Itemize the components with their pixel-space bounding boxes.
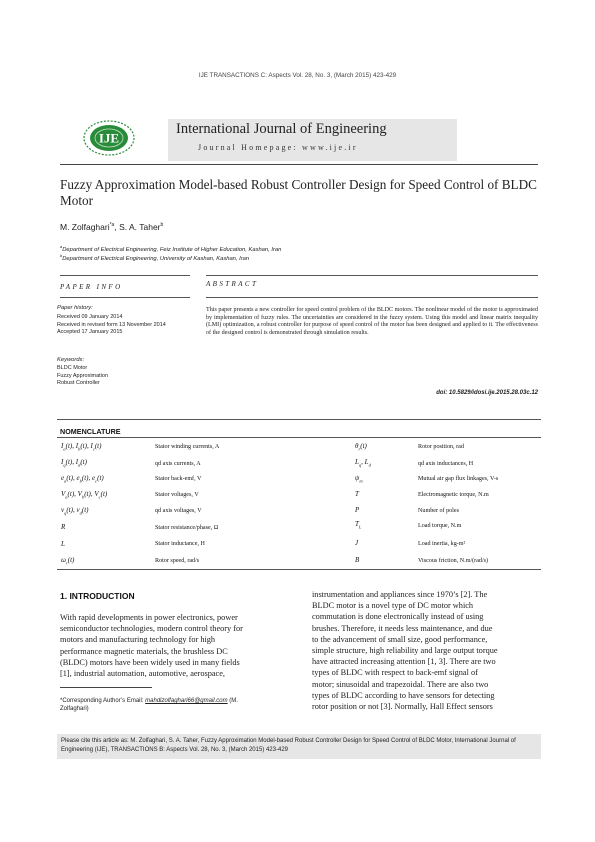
affiliation-text: Department of Electrical Engineering, Feiz Institute of Higher Education, Kashan, Iran	[62, 246, 282, 253]
text-line: instrumentation and appliances since 1970’s [2]. The	[312, 590, 488, 599]
nomenclature-symbol: $V_a(t)$, $V_b(t)$, $V_c(t)$	[61, 490, 108, 500]
nomenclature-symbol: B	[355, 556, 360, 564]
footnote-line-2: Zolfaghari)	[60, 705, 89, 712]
nomenclature-symbol: $T_L$	[355, 520, 362, 530]
keyword-list	[57, 365, 197, 388]
nomenclature-desc: Mutual air gap flux linkages, V-s	[418, 476, 499, 482]
text-line: performance magnetic materials, the brushless DC	[60, 646, 228, 656]
nomenclature-desc: Stator winding currents, A	[155, 444, 220, 450]
nomenclature-desc: qd axis currents, A	[155, 461, 201, 467]
paper-history	[57, 314, 197, 337]
abstract-rule-bottom	[206, 297, 538, 298]
keyword-item: BLDC Motor	[57, 365, 88, 371]
journal-masthead	[168, 119, 457, 161]
introduction-heading: 1. INTRODUCTION	[60, 591, 135, 601]
keywords-label: Keywords:	[57, 357, 85, 363]
paper-title: Fuzzy Approximation Model-based Robust Controller Design for Speed Control of BLDC Motor	[60, 177, 537, 208]
nomenclature-heading: NOMENCLATURE	[60, 427, 121, 436]
paper-info-rule-bottom	[60, 297, 190, 298]
nomenclature-desc: qd axis inductances, H	[418, 461, 474, 467]
nomenclature-symbol: $\theta_r(t)$	[355, 442, 367, 452]
nomenclature-desc: Viscous friction, N.m/(rad/s)	[418, 558, 489, 564]
text-line: rotor position or not [3]. Normally, Hall Effect sensors	[312, 702, 493, 712]
text-line: With rapid developments in power electronics, power	[60, 613, 238, 622]
corresponding-author-footnote	[60, 698, 310, 714]
nomenclature-symbol: $e_a(t)$, $e_b(t)$, $e_c(t)$	[61, 474, 104, 484]
nomenclature-symbol: J	[355, 539, 359, 547]
journal-name: International Journal of Engineering	[176, 121, 387, 137]
nomenclature-desc: Electromagnetic torque, N.m	[418, 492, 489, 498]
text-line: have attracted increasing attention [1, 3]. There are two	[312, 657, 496, 667]
intro-column-2	[312, 589, 540, 712]
paper-info-heading: PAPER INFO	[60, 283, 123, 291]
abstract-text: This paper presents a new controller for speed control problem of the BLDC motors. The nonlinear model of the motor is approximated by implementation of fuzzy rules. The uncertainties are considered in the fuzzy system. Using this model and linear matrix inequality (LMI) optimization, a robust controller for purpose of speed control of the motor has been designed and applied to it. The effectiveness of the designed control is demonstrated through simulation results.	[206, 307, 538, 336]
nomenclature-symbol: $\omega_r(t)$	[61, 556, 75, 566]
journal-homepage: Journal Homepage: www.ije.ir	[198, 143, 358, 152]
nomenclature-desc: Number of poles	[418, 508, 459, 514]
nomenclature-desc: Rotor speed, rad/s	[155, 558, 200, 564]
abstract-rule-top	[206, 275, 538, 276]
paper-history-label: Paper history:	[57, 305, 93, 311]
nomenclature-symbol: L	[61, 540, 65, 548]
nomenclature-desc: Stator back-emf, V	[155, 476, 202, 482]
keyword-item: Robust Controller	[57, 380, 100, 387]
author-email-link[interactable]: mahdizolfaghari66@gmail.com	[145, 698, 228, 704]
ije-logo	[82, 118, 136, 158]
affiliation-text: Department of Electrical Engineering, University of Kashan, Kashan, Iran	[62, 255, 250, 262]
author-1-mark: *a	[109, 222, 115, 229]
paper-info-rule-top	[60, 275, 190, 276]
text-line: types of BLDC according to have sensors for detecting	[312, 690, 495, 700]
logo-text: IJE	[98, 130, 120, 146]
nomenclature-rule-mid	[57, 437, 541, 438]
text-line: motor; sinusoidal and trapezoidal. There are also two	[312, 679, 489, 689]
text-line: [1], industrial automation, automotive, aerospace,	[60, 669, 225, 679]
author-2: S. A. Taher	[119, 222, 161, 232]
author-separator: ,	[114, 222, 120, 232]
author-list	[60, 222, 163, 232]
nomenclature-symbol: $L_q$, $L_d$	[355, 458, 371, 468]
nomenclature-desc: Load inertia, kg-m²	[418, 541, 466, 547]
text-line: BLDC motor is a novel type of DC motor which	[312, 601, 474, 611]
intro-column-1	[60, 612, 300, 679]
text-line: semiconductor technologies, modern control theory for	[60, 624, 243, 634]
doi: doi: 10.5829/idosi.ije.2015.28.03c.12	[436, 390, 538, 396]
nomenclature-desc: qd axis voltages, V	[155, 508, 202, 514]
text-line: (BLDC) motors have been widely used in many fields	[60, 657, 240, 667]
history-item: Received 09 January 2014	[57, 314, 123, 320]
header-rule	[60, 164, 538, 165]
nomenclature-rule-bottom	[57, 569, 541, 570]
nomenclature-desc: Stator inductance, H	[155, 541, 205, 547]
author-2-mark: b	[160, 222, 164, 229]
footnote-prefix: *Corresponding Author’s Email:	[60, 698, 146, 704]
author-1: M. Zolfaghari	[60, 222, 110, 232]
nomenclature-symbol: R	[61, 523, 66, 531]
running-head: IJE TRANSACTIONS C: Aspects Vol. 28, No. 3, (March 2015) 423-429	[198, 72, 397, 79]
affiliation-b	[60, 253, 249, 262]
abstract-heading: ABSTRACT	[206, 280, 259, 288]
citation-text: Please cite this article as: M. Zolfaghari, S. A. Taher, Fuzzy Approximation Model-based Robust Controller Design for Speed Control of BLDC Motor, International Journal of Engineering (IJE), TRANSACTIONS B: Aspects Vol. 28, No. 3, (March 2015) 423-429	[61, 738, 516, 753]
history-item: Received in revised form 13 November 2014	[57, 321, 166, 328]
citation-box	[57, 734, 541, 759]
nomenclature-desc: Load torque, N.m	[418, 523, 462, 529]
text-line: commutation is done electronically instead of using	[312, 612, 484, 622]
nomenclature-desc: Stator voltages, V	[155, 492, 199, 498]
affiliation-a	[60, 244, 281, 253]
nomenclature-symbol: T	[355, 490, 359, 498]
nomenclature-symbol: $I_a(t)$, $I_b(t)$, $I_c(t)$	[61, 442, 102, 452]
history-item: Accepted 17 January 2015	[57, 329, 123, 336]
nomenclature-symbol: $\psi_m$	[355, 474, 363, 484]
nomenclature-symbol: P	[355, 506, 360, 514]
text-line: brushes. Therefore, it needs less maintenance, and due	[312, 623, 493, 633]
nomenclature-desc: Rotor position, rad	[418, 444, 464, 450]
footnote-suffix: (M.	[227, 698, 238, 704]
text-line: motors and manufacturing technology for high	[60, 635, 216, 645]
nomenclature-desc: Stator resistance/phase, Ω	[155, 525, 219, 531]
nomenclature-rule-top	[57, 419, 541, 420]
nomenclature-symbol: $I_q(t)$, $I_d(t)$	[61, 458, 87, 468]
text-line: to the advancement of small size, good performance,	[312, 634, 488, 644]
affiliation-mark: a	[60, 244, 63, 249]
text-line: simple structure, high reliability and large output torque	[312, 646, 498, 656]
keyword-item: Fuzzy Approximation	[57, 372, 109, 379]
nomenclature-symbol: $v_q(t)$, $v_d(t)$	[61, 506, 89, 516]
affiliation-mark: b	[60, 253, 63, 258]
footnote-rule	[60, 687, 152, 688]
text-line: types of BLDC with respect to back-emf signal of	[312, 668, 478, 678]
